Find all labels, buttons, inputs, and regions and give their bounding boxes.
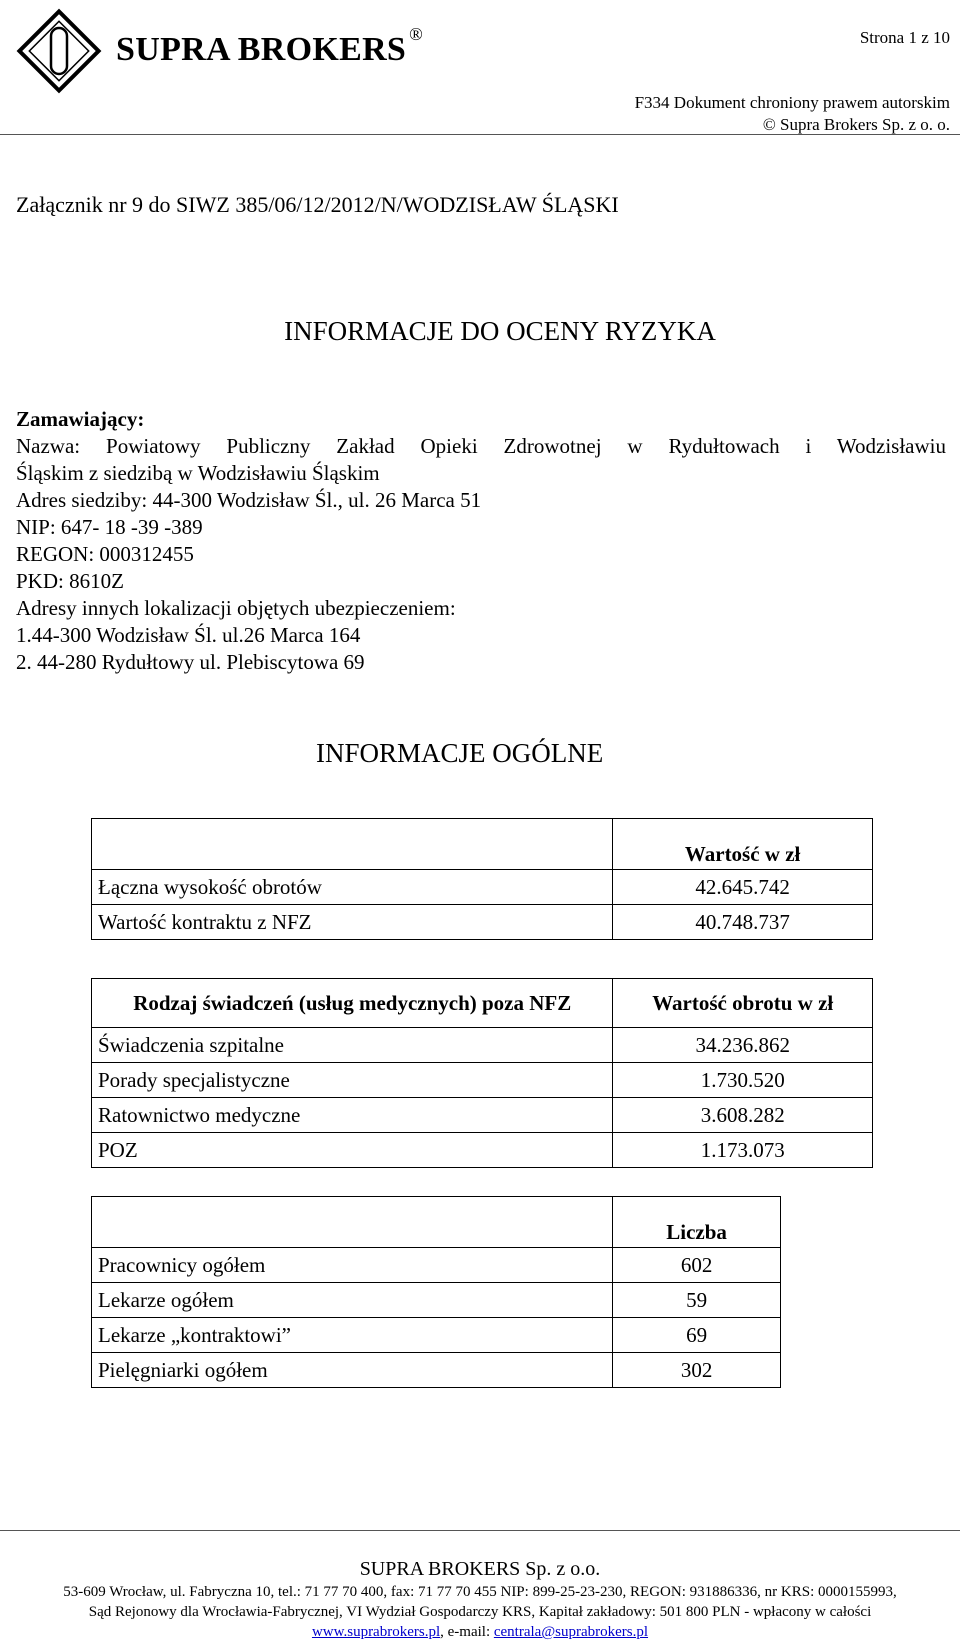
- row-label: POZ: [92, 1133, 613, 1168]
- table-row: [92, 1063, 873, 1098]
- row-label: Ratownictwo medyczne: [92, 1098, 613, 1133]
- table-header-value: Liczba: [613, 1197, 781, 1248]
- row-value: 302: [613, 1353, 781, 1388]
- staff-table: [91, 1196, 781, 1388]
- row-value: 69: [613, 1318, 781, 1353]
- row-label: Pielęgniarki ogółem: [92, 1353, 613, 1388]
- client-label: Zamawiający:: [16, 407, 145, 431]
- footer-court-line: Sąd Rejonowy dla Wrocławia-Fabrycznej, VI Wydział Gospodarczy KRS, Kapitał zakładowy: 501 800 PLN - wpłacony w całości: [88, 1604, 872, 1620]
- general-info-title: INFORMACJE OGÓLNE: [316, 738, 604, 768]
- row-value: 40.748.737: [613, 905, 873, 940]
- row-label: Lekarze „kontraktowi”: [92, 1318, 613, 1353]
- doc-copyright-notice: F334 Dokument chroniony prawem autorskim: [634, 93, 950, 112]
- table-row: [92, 1318, 781, 1353]
- row-label: Porady specjalistyczne: [92, 1063, 613, 1098]
- client-pkd: PKD: 8610Z: [16, 569, 124, 593]
- client-name-line2: Śląskim z siedzibą w Wodzisławiu Śląskim: [16, 461, 380, 485]
- footer-company: SUPRA BROKERS Sp. z o.o.: [359, 1558, 601, 1580]
- header-divider: [0, 134, 960, 135]
- services-table: [91, 978, 873, 1168]
- table-row: [92, 1248, 781, 1283]
- row-label: Wartość kontraktu z NFZ: [92, 905, 613, 940]
- table-header-value: Wartość w zł: [613, 819, 873, 870]
- attachment-title: Załącznik nr 9 do SIWZ 385/06/12/2012/N/WODZISŁAW ŚLĄSKI: [16, 192, 619, 217]
- table-header-label: Rodzaj świadczeń (usług medycznych) poza NFZ: [92, 979, 613, 1028]
- risk-info-title: INFORMACJE DO OCENY RYZYKA: [284, 316, 716, 346]
- location-1: 1.44-300 Wodzisław Śl. ul.26 Marca 164: [16, 623, 361, 647]
- row-value: 42.645.742: [613, 870, 873, 905]
- table-header-row: [92, 979, 873, 1028]
- finance-table: [91, 818, 873, 940]
- client-nip: NIP: 647- 18 -39 -389: [16, 515, 203, 539]
- row-value: 3.608.282: [613, 1098, 873, 1133]
- row-label: Świadczenia szpitalne: [92, 1028, 613, 1063]
- website-link[interactable]: www.suprabrokers.pl: [311, 1624, 441, 1640]
- table-row: [92, 1133, 873, 1168]
- client-regon: REGON: 000312455: [16, 542, 194, 566]
- row-value: 1.730.520: [613, 1063, 873, 1098]
- table-header-empty: [92, 1197, 613, 1248]
- footer: [0, 1556, 960, 1642]
- email-link[interactable]: centrala@suprabrokers.pl: [493, 1624, 649, 1640]
- table-row: [92, 1283, 781, 1318]
- row-label: Pracownicy ogółem: [92, 1248, 613, 1283]
- table-row: [92, 905, 873, 940]
- table-header-value: Wartość obrotu w zł: [613, 979, 873, 1028]
- copyright-owner: © Supra Brokers Sp. z o. o.: [762, 115, 950, 134]
- table-header-empty: [92, 819, 613, 870]
- row-label: Lekarze ogółem: [92, 1283, 613, 1318]
- table-row: [92, 1098, 873, 1133]
- registered-mark: ®: [409, 24, 424, 44]
- table-header-row: [92, 1197, 781, 1248]
- supra-brokers-logo-icon: [14, 6, 104, 96]
- table-row: [92, 870, 873, 905]
- document-code: [635, 92, 950, 136]
- table-row: [92, 1353, 781, 1388]
- row-value: 34.236.862: [613, 1028, 873, 1063]
- email-prefix: , e-mail:: [440, 1624, 494, 1640]
- table-row: [92, 1028, 873, 1063]
- client-info: [16, 406, 946, 676]
- other-locations-label: Adresy innych lokalizacji objętych ubezpieczeniem:: [16, 596, 456, 620]
- row-value: 1.173.073: [613, 1133, 873, 1168]
- brand-name: SUPRA BROKERS ®: [116, 24, 424, 68]
- client-name-line1: Nazwa: Powiatowy Publiczny Zakład Opieki Zdrowotnej w Rydułtowach i Wodzisławiu: [16, 434, 946, 458]
- client-address: Adres siedziby: 44-300 Wodzisław Śl., ul. 26 Marca 51: [16, 488, 482, 512]
- footer-address-line: 53-609 Wrocław, ul. Fabryczna 10, tel.: 71 77 70 400, fax: 71 77 70 455 NIP: 899-25-23-230, REGON: 931886336, nr KRS: 0000155993,: [63, 1584, 897, 1600]
- page-number: Strona 1 z 10: [859, 28, 950, 47]
- footer-contact-line: [0, 1622, 960, 1642]
- row-label: Łączna wysokość obrotów: [92, 870, 613, 905]
- row-value: 602: [613, 1248, 781, 1283]
- table-header-row: [92, 819, 873, 870]
- row-value: 59: [613, 1283, 781, 1318]
- location-2: 2. 44-280 Rydułtowy ul. Plebiscytowa 69: [16, 650, 365, 674]
- footer-divider: [0, 1530, 960, 1531]
